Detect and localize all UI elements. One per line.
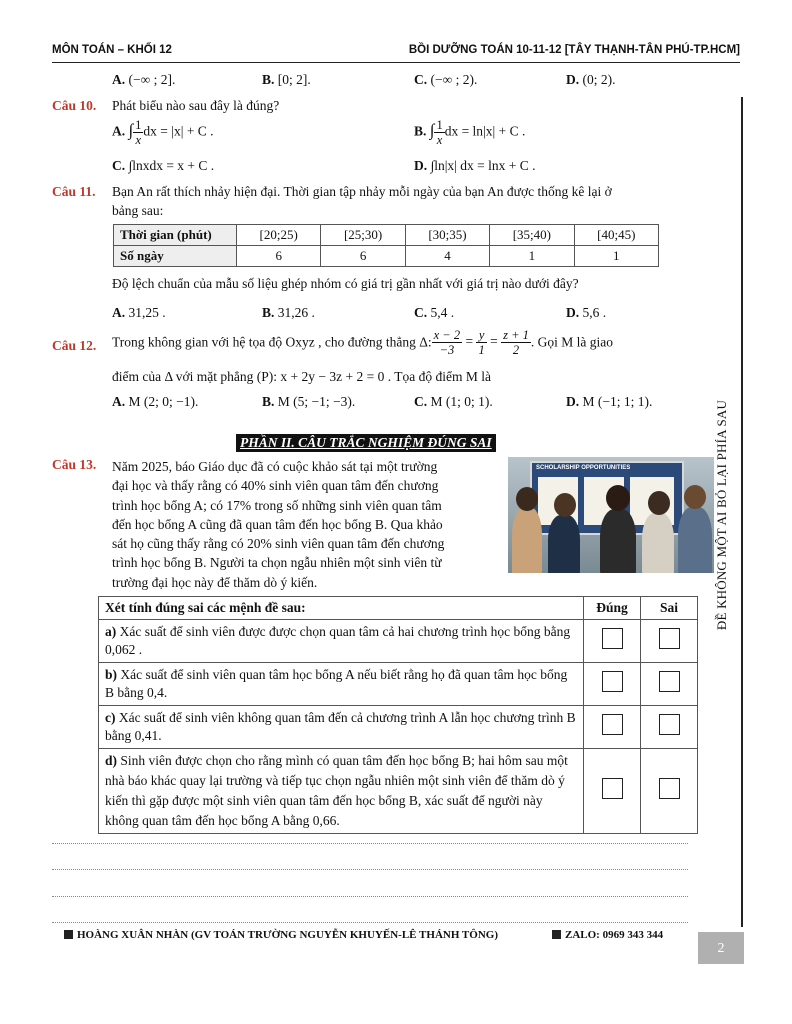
q13-stem [112,457,444,592]
header-subject: MÔN TOÁN – KHỐI 12 [52,44,172,56]
true-false-table [52,596,698,834]
table-cell: 6 [237,246,321,267]
q13-stem-line: trình học bổng B. Người ta chọn ngẫu nhiên một sinh viên từ [112,555,442,571]
statement-c-false-checkbox[interactable] [659,714,680,735]
answer-line [52,922,688,923]
table-row [52,597,698,620]
square-bullet-icon [64,930,73,939]
q10-label: Câu 10. [52,98,97,113]
q11-option-d[interactable]: D. 5,6 . [566,305,607,320]
q11-option-b[interactable]: B. 31,26 . [262,305,315,320]
q12-option-d[interactable]: D. M (−1; 1; 1). [566,394,653,409]
q9-option-c[interactable]: C. (−∞ ; 2). [414,72,478,87]
statement-d-true-checkbox[interactable] [602,778,623,799]
q11-line1: Bạn An rất thích nhảy hiện đại. Thời gian tập nhảy mỗi ngày của bạn An được thống kê lại ở [112,184,612,199]
table-row [52,620,698,663]
section-2-title: PHẦN II. CÂU TRẮC NGHIỆM ĐÚNG SAI [236,434,496,452]
statement-a-false-checkbox[interactable] [659,628,680,649]
footer-contact: ZALO: 0969 343 344 [552,929,663,941]
table-cell: [40;45) [574,225,658,246]
q13-stem-line: đến học bổng A cũng đã quan tâm đến học bổng B. Qua khảo [112,516,443,532]
q13-stem-line: đại học và thấy rằng có 40% sinh viên quan tâm đến chương [112,478,439,494]
q10-option-d[interactable]: D. ∫ln|x| dx = lnx + C . [414,158,536,173]
table-cell: [20;25) [237,225,321,246]
q12-option-a[interactable]: A. M (2; 0; −1). [112,394,199,409]
q11-question: Độ lệch chuẩn của mẫu số liệu ghép nhóm có giá trị gần nhất với giá trị nào dưới đây? [112,276,579,291]
table-row [52,749,698,834]
table-row [52,663,698,706]
q12-option-b[interactable]: B. M (5; −1; −3). [262,394,356,409]
q13-stem-line: Năm 2025, báo Giáo dục đã có cuộc khảo sát tại một trường [112,459,438,474]
answer-line [52,869,688,870]
footer-author: HOÀNG XUÂN NHÀN (GV TOÁN TRƯỜNG NGUYỄN KHUYẾN-LÊ THÁNH TÔNG) [64,929,498,941]
col-false-header: Sai [641,597,698,620]
q10-option-c[interactable]: C. ∫lnxdx = x + C . [112,158,215,173]
table-row [114,246,659,267]
table-cell: [25;30) [321,225,405,246]
table-cell: 1 [490,246,574,267]
q10-option-a[interactable]: A. ∫ $\frac{1}{x}$ dx = |x| + C . [112,118,214,147]
table-cell: Thời gian (phút) [114,225,237,246]
q9-option-a[interactable]: A. (−∞ ; 2]. [112,72,176,87]
q11-frequency-table [113,224,659,267]
q12-label: Câu 12. [52,338,97,353]
table-cell: 6 [321,246,405,267]
q13-stem-line: trình học bổng A; có 17% trong số những sinh viên quan tâm [112,497,442,513]
answer-line [52,843,688,844]
statement-c: c) Xác suất để sinh viên không quan tâm đến cả chương trình A lẫn học chương trình B bằng 0,41. [99,706,584,749]
page-number: 2 [698,932,744,964]
statement-d: d) Sinh viên được chọn cho rằng mình có quan tâm đến học bổng B; hai hôm sau một nhà báo khác quay lại trường và tiếp tục chọn ngẫu nhiên một sinh viên để thăm dò ý kiến thì gặp được một sinh viên quan tâm đến học bổng B, xác suất để người này không quan tâm đến học bổng A bằng 0,66. [99,749,584,834]
table-row [52,706,698,749]
statement-b-false-checkbox[interactable] [659,671,680,692]
table-row [114,225,659,246]
q11-line2: bảng sau: [112,203,164,218]
q12-line1: Trong không gian với hệ tọa độ Oxyz , cho đường thẳng Δ: $\frac{x - 2}{-3}$ = $\frac{y}{1}$ = $\frac{z + 1}{2}$ . Gọi M là giao [112,328,614,357]
q10-text: Phát biểu nào sau đây là đúng? [112,98,280,113]
q11-option-a[interactable]: A. 31,25 . [112,305,166,320]
q11-label: Câu 11. [52,184,96,199]
q13-stem-line: sát họ cũng thấy rằng có 20% sinh viên quan tâm đến chương [112,536,445,552]
col-true-header: Đúng [584,597,641,620]
side-rule [741,97,743,927]
q13-stem-line: trường đại học này để thăm dò ý kiến. [112,574,318,590]
statement-c-true-checkbox[interactable] [602,714,623,735]
answer-line [52,896,688,897]
statement-a-true-checkbox[interactable] [602,628,623,649]
q12-option-c[interactable]: C. M (1; 0; 1). [414,394,493,409]
table-header: Xét tính đúng sai các mệnh đề sau: [99,597,584,620]
q9-option-d[interactable]: D. (0; 2). [566,72,616,87]
header-divider [52,62,740,63]
students-scholarship-photo [508,457,714,573]
statement-d-false-checkbox[interactable] [659,778,680,799]
q11-option-c[interactable]: C. 5,4 . [414,305,455,320]
header-course: BỒI DƯỠNG TOÁN 10-11-12 [TÂY THẠNH-TÂN PHÚ-TP.HCM] [408,44,740,56]
q10-option-b[interactable]: B. ∫ $\frac{1}{x}$ dx = ln|x| + C . [414,118,526,147]
table-cell: 4 [405,246,489,267]
square-bullet-icon [552,930,561,939]
q12-line2: điểm của Δ với mặt phẳng (P): x + 2y − 3z + 2 = 0 . Tọa độ điểm M là [112,369,491,384]
scholarship-board: SCHOLARSHIP OPPORTUNITIES [530,461,684,535]
statement-b-true-checkbox[interactable] [602,671,623,692]
statement-a: a) Xác suất để sinh viên được được chọn quan tâm cả hai chương trình học bổng bằng 0,062 . [99,620,584,663]
table-cell: Số ngày [114,246,237,267]
table-cell: [35;40) [490,225,574,246]
q9-option-b[interactable]: B. [0; 2]. [262,72,311,87]
table-cell: [30;35) [405,225,489,246]
table-cell: 1 [574,246,658,267]
q13-label: Câu 13. [52,457,97,472]
statement-b: b) Xác suất để sinh viên quan tâm học bổng A nếu biết rằng họ đã quan tâm học bổng B bằng 0,4. [99,663,584,706]
